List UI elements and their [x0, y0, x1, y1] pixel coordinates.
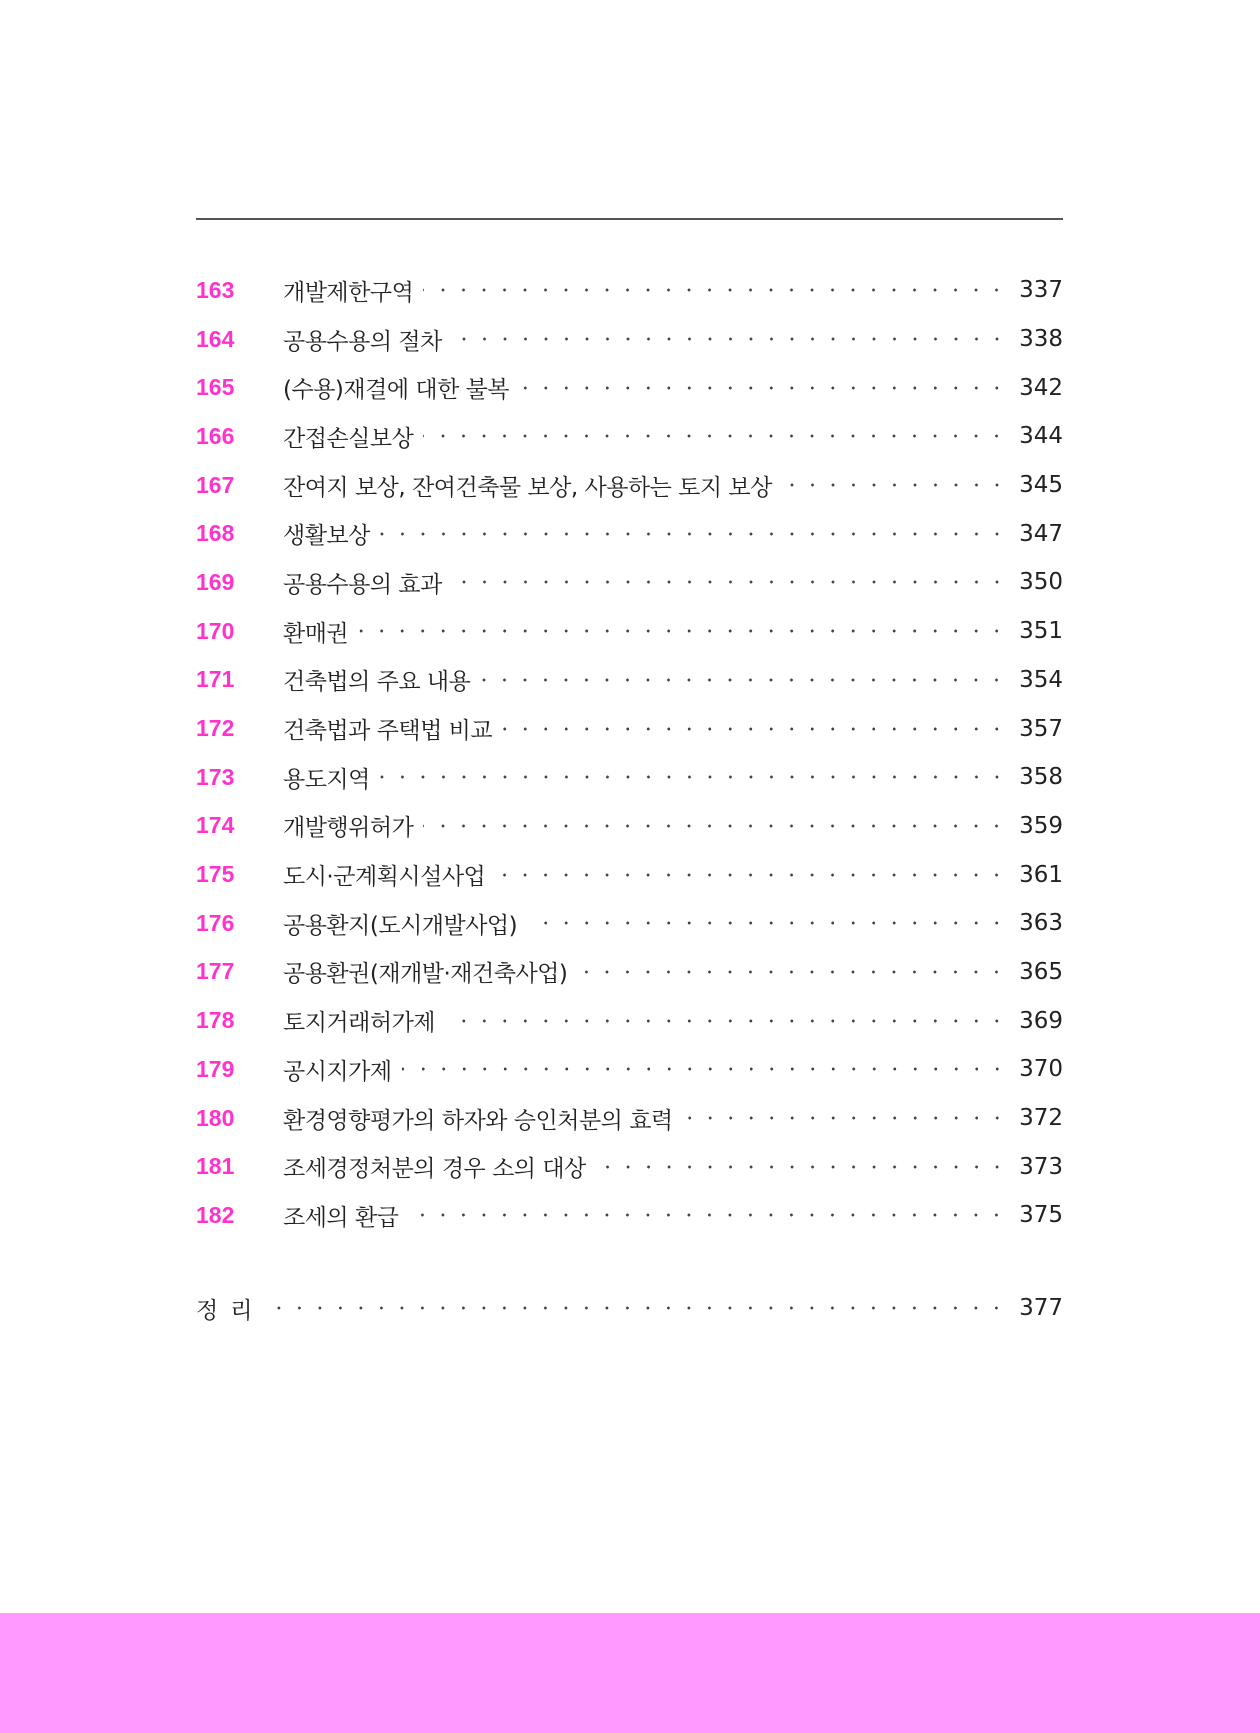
toc-entry-title: 공용수용의 절차: [283, 328, 442, 355]
toc-entry-number: 171: [196, 666, 235, 693]
dot-leader: [423, 288, 1007, 292]
toc-entry[interactable]: [196, 1094, 1063, 1143]
bottom-color-band: [0, 1613, 1260, 1733]
toc-entry-number: 180: [196, 1104, 235, 1131]
top-divider: [196, 218, 1063, 220]
toc-entry-title: 용도지역: [283, 766, 370, 793]
toc-entry-page: 361: [1019, 861, 1063, 888]
toc-entry-title: 조세경정처분의 경우 소의 대상: [283, 1156, 586, 1183]
summary-entry[interactable]: [196, 1284, 1063, 1332]
toc-entry-number: 175: [196, 861, 235, 888]
toc-entry[interactable]: [196, 802, 1063, 851]
dot-leader: [502, 727, 1007, 731]
toc-entry-number: 173: [196, 763, 235, 790]
toc-entry-page: 365: [1019, 958, 1063, 985]
toc-entry-number: 166: [196, 422, 235, 449]
toc-entry-number: 172: [196, 715, 235, 742]
dot-leader: [495, 873, 1007, 877]
toc-entry[interactable]: [196, 558, 1063, 607]
toc-entry[interactable]: [196, 899, 1063, 948]
dot-leader: [380, 532, 1007, 536]
toc-entry-page: 369: [1019, 1007, 1063, 1034]
dot-leader: [452, 580, 1007, 584]
toc-entry[interactable]: [196, 996, 1063, 1045]
toc-entry-number: 177: [196, 958, 235, 985]
toc-entry-page: 372: [1019, 1105, 1063, 1132]
dot-leader: [782, 483, 1007, 487]
toc-entry-page: 370: [1019, 1056, 1063, 1083]
toc-entry-page: 358: [1019, 764, 1063, 791]
toc-entry-number: 170: [196, 617, 235, 644]
toc-entry-title: 환경영향평가의 하자와 승인처분의 효력: [283, 1107, 673, 1134]
toc-entry-number: 164: [196, 325, 235, 352]
toc-entry-title: 공용수용의 효과: [283, 571, 442, 598]
dot-leader: [358, 629, 1007, 633]
toc-entry-title: 공용환권(재개발·재건축사업): [283, 961, 568, 988]
dot-leader: [596, 1165, 1007, 1169]
toc-entry-title: 조세의 환급: [283, 1204, 399, 1231]
toc-entry-number: 165: [196, 374, 235, 401]
toc-entry-page: 350: [1019, 569, 1063, 596]
toc-entry[interactable]: [196, 315, 1063, 364]
toc-entry-page: 342: [1019, 374, 1063, 401]
toc-entry-number: 168: [196, 520, 235, 547]
toc-entry[interactable]: [196, 656, 1063, 705]
toc-entry-title: 생활보상: [283, 523, 370, 550]
toc-entry-page: 373: [1019, 1153, 1063, 1180]
toc-entry[interactable]: [196, 412, 1063, 461]
dot-leader: [519, 386, 1007, 390]
dot-leader: [380, 775, 1007, 779]
toc-entry[interactable]: [196, 266, 1063, 315]
dot-leader: [577, 970, 1007, 974]
toc-entry[interactable]: [196, 704, 1063, 753]
summary-page: 377: [1019, 1295, 1063, 1321]
toc-entry-number: 163: [196, 276, 235, 303]
toc-entry[interactable]: [196, 363, 1063, 412]
toc-entry-title: 잔여지 보상, 잔여건축물 보상, 사용하는 토지 보상: [283, 474, 772, 501]
dot-leader: [452, 337, 1007, 341]
toc-entry[interactable]: [196, 461, 1063, 510]
dot-leader: [480, 678, 1007, 682]
toc-entry-number: 179: [196, 1055, 235, 1082]
toc-entry-title: 간접손실보상: [283, 425, 414, 452]
toc-entry-page: 338: [1019, 326, 1063, 353]
toc-entry-title: 도시·군계획시설사업: [283, 864, 486, 891]
toc-entry-title: (수용)재결에 대한 불복: [283, 377, 510, 404]
toc-entry[interactable]: [196, 1045, 1063, 1094]
toc-entry-page: 375: [1019, 1202, 1063, 1229]
toc-entry-title: 토지거래허가제: [283, 1010, 436, 1037]
toc-entry[interactable]: [196, 607, 1063, 656]
toc-entry-number: 182: [196, 1201, 235, 1228]
dot-leader: [408, 1213, 1007, 1217]
toc-entry-page: 344: [1019, 423, 1063, 450]
toc-entry[interactable]: [196, 1142, 1063, 1191]
toc-entry-title: 공용환지(도시개발사업): [283, 912, 518, 939]
dot-leader: [274, 1306, 1007, 1310]
toc-entry-number: 174: [196, 812, 235, 839]
dot-leader: [402, 1067, 1008, 1071]
toc-entry-page: 354: [1019, 666, 1063, 693]
toc-entry-page: 363: [1019, 910, 1063, 937]
toc-entry[interactable]: [196, 753, 1063, 802]
toc-entry[interactable]: [196, 948, 1063, 997]
toc-entry-page: 337: [1019, 277, 1063, 304]
toc-entry-number: 176: [196, 909, 235, 936]
toc-entry[interactable]: [196, 1191, 1063, 1240]
toc-entry-page: 359: [1019, 812, 1063, 839]
dot-leader: [683, 1116, 1007, 1120]
dot-leader: [423, 434, 1007, 438]
toc-entry-number: 181: [196, 1153, 235, 1180]
toc-entry-number: 169: [196, 568, 235, 595]
toc-entry-page: 351: [1019, 618, 1063, 645]
toc-entry-title: 건축법의 주요 내용: [283, 669, 471, 696]
toc-entry[interactable]: [196, 509, 1063, 558]
toc-entry-title: 개발행위허가: [283, 815, 414, 842]
toc-entry-title: 개발제한구역: [283, 279, 414, 306]
toc-entry-number: 167: [196, 471, 235, 498]
toc-entry-page: 347: [1019, 520, 1063, 547]
dot-leader: [527, 921, 1007, 925]
table-of-contents: [196, 266, 1063, 1240]
toc-entry-page: 345: [1019, 472, 1063, 499]
toc-entry-title: 공시지가제: [283, 1058, 392, 1085]
dot-leader: [445, 1019, 1007, 1023]
summary-title: 정리: [196, 1297, 265, 1324]
toc-entry-title: 환매권: [283, 620, 349, 647]
dot-leader: [423, 824, 1007, 828]
toc-entry-page: 357: [1019, 715, 1063, 742]
toc-entry-number: 178: [196, 1007, 235, 1034]
toc-entry[interactable]: [196, 850, 1063, 899]
toc-entry-title: 건축법과 주택법 비교: [283, 718, 493, 745]
